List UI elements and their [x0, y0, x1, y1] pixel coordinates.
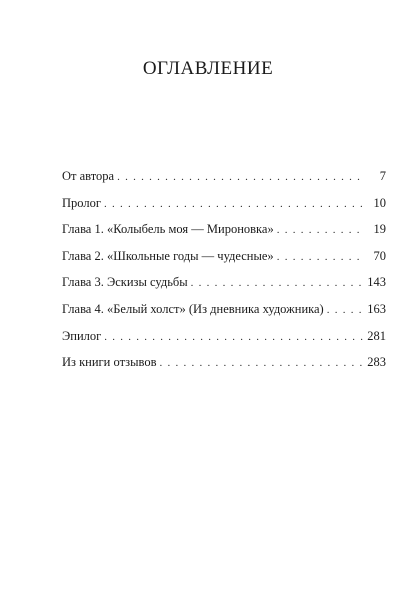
toc-entry-title: Пролог	[62, 195, 101, 210]
toc-entry-title: Глава 1. «Колыбель моя — Мироновка»	[62, 222, 274, 237]
toc-entry-reviews	[62, 354, 386, 381]
dot-leader	[104, 196, 363, 212]
toc-entry-prologue	[62, 195, 386, 222]
dot-leader	[277, 222, 363, 238]
toc-entry-page: 281	[367, 328, 386, 343]
toc-entry-page: 19	[373, 222, 386, 237]
toc-entry-title: Глава 4. «Белый холст» (Из дневника художника)	[62, 301, 324, 316]
page-title: ОГЛАВЛЕНИЕ	[142, 58, 274, 79]
toc-entry-page: 283	[367, 355, 386, 370]
toc-entry-chapter-4	[62, 301, 386, 328]
toc-entry-chapter-2	[62, 248, 386, 275]
toc-entry-page: 70	[373, 248, 386, 263]
toc-entry-title: Из книги отзывов	[62, 355, 157, 370]
toc-entry-title: Глава 3. Эскизы судьбы	[62, 275, 188, 290]
toc-entry-chapter-3	[62, 274, 386, 301]
toc-entry-epilogue	[62, 328, 386, 355]
dot-leader	[160, 355, 364, 371]
table-of-contents	[62, 168, 386, 381]
toc-entry-title: Глава 2. «Школьные годы — чудесные»	[62, 248, 274, 263]
toc-entry-author-note	[62, 168, 386, 195]
dot-leader	[117, 169, 363, 185]
toc-entry-chapter-1	[62, 221, 386, 248]
dot-leader	[277, 249, 363, 265]
toc-entry-page: 7	[379, 169, 386, 183]
toc-entry-title: От автора	[62, 169, 115, 183]
toc-entry-page: 143	[367, 275, 386, 290]
toc-entry-title: Эпилог	[62, 328, 102, 343]
toc-entry-page: 163	[367, 301, 386, 316]
toc-entry-page: 10	[373, 195, 386, 210]
dot-leader	[104, 329, 363, 345]
dot-leader	[327, 302, 363, 318]
dot-leader	[191, 275, 363, 291]
